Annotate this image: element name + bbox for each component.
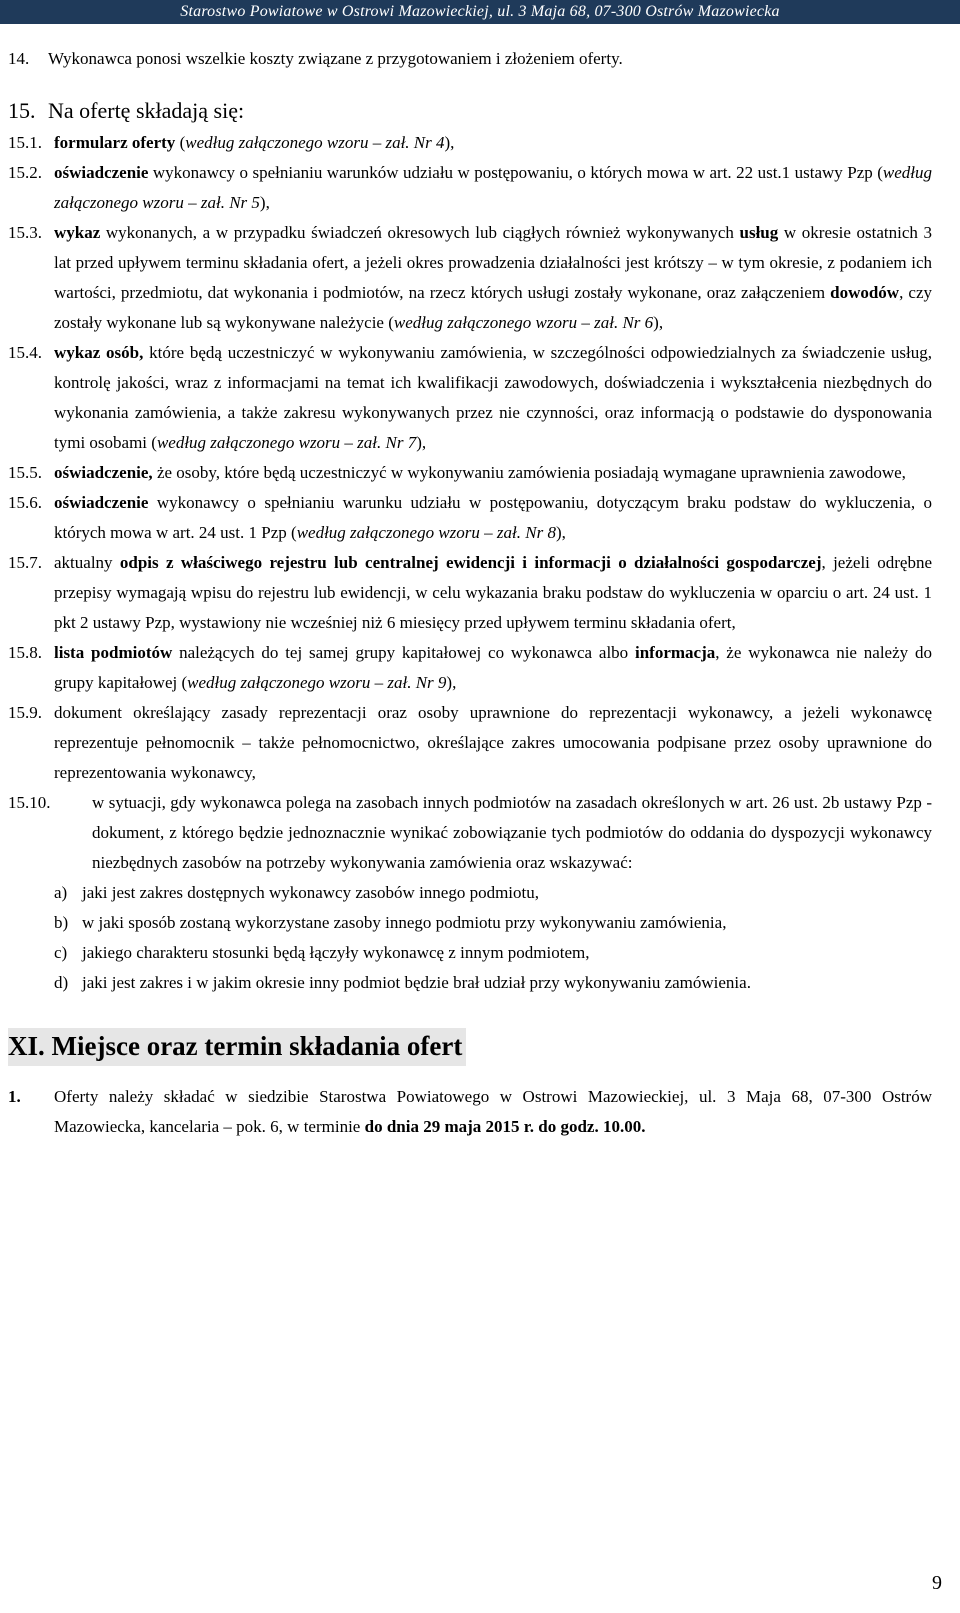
item-number: 15.1. (8, 133, 42, 152)
item-text-plain: ), (259, 193, 270, 212)
item-number: 15.5. (8, 463, 42, 482)
section-item-1 (8, 1082, 932, 1142)
paragraph-number: 14. (8, 49, 30, 68)
document-header: Starostwo Powiatowe w Ostrowi Mazowieckiej, ul. 3 Maja 68, 07-300 Ostrów Mazowiecka (180, 3, 780, 20)
item-text-plain: ), (555, 523, 566, 542)
page-number: 9 (932, 1572, 942, 1594)
item-text-bold: wykaz osób, (54, 343, 144, 362)
item-text: dokument określający zasady reprezentacji oraz osoby uprawnione do reprezentacji wykonawcy, a jeżeli wykonawcę reprezentuje pełnomocnik – także pełnomocnictwo, określające zakres umocowania podpisane przez osoby uprawnione do reprezentowania wykonawcy, (54, 703, 932, 782)
list-item-15-10 (8, 788, 932, 878)
item-text-bold: usług (739, 223, 779, 242)
item-text-plain: ), (446, 673, 457, 692)
item-text-bold: odpis z właściwego rejestru lub centralnej ewidencji i informacji o działalności gospodarczej (119, 553, 822, 572)
item-text (54, 548, 932, 638)
item-letter: d) (54, 973, 69, 992)
list-item-b (54, 908, 932, 938)
list-item-d (54, 968, 932, 998)
paragraph-15-heading (8, 94, 932, 128)
list-item-15-8 (8, 638, 932, 698)
item-text-bold: formularz oferty (54, 133, 176, 152)
item-number: 15.2. (8, 163, 42, 182)
item-text-reference: według załączonego wzoru – zał. Nr 9 (187, 673, 447, 692)
item-text-plain: ), (416, 433, 427, 452)
item-text-bold: oświadczenie (54, 163, 149, 182)
item-text-bold: do dnia 29 maja 2015 r. do godz. 10.00. (364, 1117, 646, 1136)
item-letter: b) (54, 913, 69, 932)
item-text-plain: ), (653, 313, 664, 332)
paragraph-text: Wykonawca ponosi wszelkie koszty związane z przygotowaniem i złożeniem oferty. (48, 49, 623, 68)
paragraph-text: Na ofertę składają się: (48, 98, 245, 123)
item-number: 15.8. (8, 643, 42, 662)
item-text-reference: według załączonego wzoru – zał. Nr 8 (296, 523, 556, 542)
paragraph-14 (8, 44, 932, 74)
list-item-15-9 (8, 698, 932, 788)
section-heading: XI. Miejsce oraz termin składania ofert (8, 1028, 466, 1066)
item-text-plain: aktualny (54, 553, 120, 572)
list-item-15-5 (8, 458, 932, 488)
item-text-bold: lista podmiotów (54, 643, 173, 662)
list-item-15-4 (8, 338, 932, 458)
item-text-plain: które będą uczestniczyć w wykonywaniu zamówienia, w szczególności odpowiedzialnych za świadczenie usług, kontrolę jakości, wraz z informacjami na temat ich kwalifikacji zawodowych, doświadczenia i wykształcenia niezbędnych do wykonania zamówienia, a także zakresu wykonywanych przez nie czynności, oraz informacją o podstawie do dysponowania tymi osobami ( (54, 343, 932, 452)
item-number: 15.7. (8, 553, 42, 572)
list-item-c (54, 938, 932, 968)
item-text-bold: informacja (634, 643, 716, 662)
document-body (8, 44, 932, 1142)
item-text-plain: , czy zostały wykonane lub są wykonywane należycie ( (54, 283, 933, 332)
item-text-plain: ( (175, 133, 186, 152)
list-item-15-2 (8, 158, 932, 218)
item-text-plain: Oferty należy składać w siedzibie Starostwa Powiatowego w Ostrowi Mazowieckiej, ul. 3 Maja 68, 07-300 Ostrów Mazowiecka, kancelaria – pok. 6, w terminie (54, 1087, 932, 1136)
item-text (54, 338, 932, 458)
item-number: 15.4. (8, 343, 42, 362)
item-text-reference: według załączonego wzoru – zał. Nr 4 (185, 133, 445, 152)
paragraph-number: 15. (8, 98, 36, 123)
item-text-plain: wykonawcy o spełnianiu warunków udziału w postępowaniu, o których mowa w art. 22 ust.1 ustawy Pzp ( (148, 163, 883, 182)
list-item-15-7 (8, 548, 932, 638)
item-text: jakiego charakteru stosunki będą łączyły wykonawcę z innym podmiotem, (82, 943, 590, 962)
item-number: 15.9. (8, 703, 42, 722)
item-letter: c) (54, 943, 68, 962)
item-text (54, 218, 932, 338)
section-heading-wrapper (8, 998, 932, 1066)
item-text-plain: , jeżeli odrębne przepisy wymagają wpisu do rejestru lub ewidencji, w celu wykazania braku podstaw do wykluczenia w oparciu o art. 24 ust. 1 pkt 2 ustawy Pzp, wystawiony nie wcześniej niż 6 miesięcy przed upływem terminu składania ofert, (54, 553, 932, 632)
item-number: 15.3. (8, 223, 42, 242)
item-number: 1. (8, 1087, 21, 1106)
item-text-bold: wykaz (54, 223, 101, 242)
item-letter: a) (54, 883, 68, 902)
item-text-reference: według załączonego wzoru – zał. Nr 7 (156, 433, 417, 452)
item-text: w jaki sposób zostaną wykorzystane zasoby innego podmiotu przy wykonywaniu zamówienia, (82, 913, 727, 932)
item-text (54, 128, 932, 158)
item-text (54, 488, 932, 548)
item-text (54, 1082, 932, 1142)
item-text: jaki jest zakres i w jakim okresie inny podmiot będzie brał udział przy wykonywaniu zamówienia. (82, 973, 751, 992)
list-item-15-1 (8, 128, 932, 158)
item-text (54, 638, 932, 698)
item-text-plain: że osoby, które będą uczestniczyć w wykonywaniu zamówienia posiadają wymagane uprawnienia zawodowe, (152, 463, 906, 482)
item-number: 15.10. (8, 793, 51, 812)
item-text-plain: wykonanych, a w przypadku świadczeń okresowych lub ciągłych również wykonywanych (100, 223, 740, 242)
item-text-reference: według załączonego wzoru – zał. Nr 5 (54, 163, 932, 212)
item-text (54, 158, 932, 218)
item-text-plain: ), (444, 133, 455, 152)
item-text-bold: oświadczenie, (54, 463, 153, 482)
item-text-plain: wykonawcy o spełnianiu warunku udziału w postępowaniu, dotyczącym braku podstaw do wykluczenia, o których mowa w art. 24 ust. 1 Pzp ( (54, 493, 932, 542)
list-item-15-6 (8, 488, 932, 548)
item-text-plain: należących do tej samej grupy kapitałowej co wykonawca albo (172, 643, 635, 662)
lettered-list (8, 878, 932, 998)
item-text-bold: dowodów (830, 283, 900, 302)
item-text-reference: według załączonego wzoru – zał. Nr 6 (393, 313, 654, 332)
item-text: w sytuacji, gdy wykonawca polega na zasobach innych podmiotów na zasadach określonych w art. 26 ust. 2b ustawy Pzp - dokument, z którego będzie jednoznacznie wynikać zobowiązanie tych podmiotów do oddania do dyspozycji wykonawcy niezbędnych zasobów na potrzeby wykonywania zamówienia oraz wskazywać: (92, 793, 932, 872)
item-text-plain: , że wykonawca nie należy do grupy kapitałowej ( (54, 643, 932, 692)
list-item-15-3 (8, 218, 932, 338)
list-item-a (54, 878, 932, 908)
item-text-plain: w okresie ostatnich 3 lat przed upływem terminu składania ofert, a jeżeli okres prowadzenia działalności jest krótszy – w tym okresie, z podaniem ich wartości, przedmiotu, dat wykonania i podmiotów, na rzecz których usługi zostały wykonane, oraz załączeniem (54, 223, 932, 302)
item-text: jaki jest zakres dostępnych wykonawcy zasobów innego podmiotu, (82, 883, 540, 902)
item-text-bold: oświadczenie (54, 493, 149, 512)
item-number: 15.6. (8, 493, 42, 512)
item-text (54, 458, 932, 488)
